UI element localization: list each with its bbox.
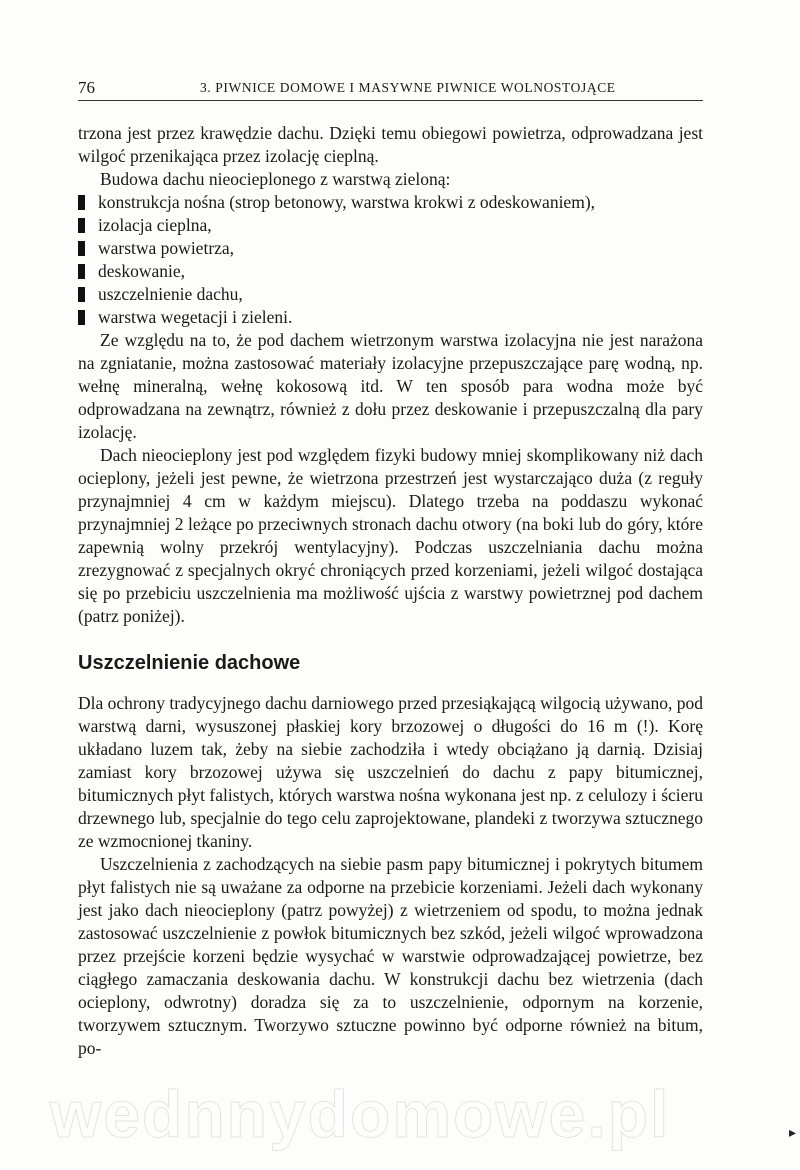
bullet-icon xyxy=(78,287,85,302)
bullet-icon xyxy=(78,264,85,279)
paragraph-1: trzona jest przez krawędzie dachu. Dzięki temu obiegowi powietrza, odprowadzana jest wilgoć przenikająca przez izolację cieplną. xyxy=(78,123,703,166)
list-item-text: warstwa powietrza, xyxy=(98,238,235,258)
paragraph-4: Dla ochrony tradycyjnego dachu darniowego przed przesiąkającą wilgocią używano, pod warstwą darni, wysuszonej płaskiej kory brzozowej o długości do 16 m (!). Korę układano luzem tak, żeby na siebie zachodziła i wtedy obciążano ją darnią. Dzisiaj zamiast kory brzozowej używa się uszczelnień do dachu z papy bitumicznej, bitumicznych płyt falistych, których warstwa nośna wykonana jest np. z celulozy i ścieru drzewnego lub, specjalnie do tego celu zaprojektowane, plandeki z tworzywa sztucznego ze wzmocnionej tkaniny. xyxy=(78,693,703,851)
section-heading: Uszczelnienie dachowe xyxy=(78,652,301,674)
page-number: 76 xyxy=(78,78,95,97)
paragraph-2: Ze względu na to, że pod dachem wietrzonym warstwa izolacyjna nie jest narażona na zgniatanie, można zastosować materiały izolacyjne przepuszczające parę wodną, np. wełnę mineralną, wełnę kokosową itd. W ten sposób para wodna może być odprowadzana na zewnątrz, również z dołu przez deskowanie i przepuszczalną dla pary izolację. xyxy=(78,330,703,442)
layer-list xyxy=(78,191,703,329)
page-body xyxy=(78,122,703,1060)
list-item-text: izolacja cieplna, xyxy=(98,215,212,235)
list-item-text: konstrukcja nośna (strop betonowy, warstwa krokwi z odeskowaniem), xyxy=(98,192,596,212)
list-item xyxy=(78,214,703,237)
list-item-text: deskowanie, xyxy=(98,261,185,281)
running-header: 3. PIWNICE DOMOWE I MASYWNE PIWNICE WOLNOSTOJĄCE xyxy=(200,80,616,95)
list-item-text: warstwa wegetacji i zieleni. xyxy=(98,307,293,327)
paragraph-3: Dach nieocieplony jest pod względem fizyki budowy mniej skomplikowany niż dach ocieplony, jeżeli jest pewne, że wietrzona przestrzeń jest wystarczająco duża (z reguły przynajmniej 4 cm w każdym miejscu). Dlatego trzeba na poddaszu wykonać przynajmniej 2 leżące po przeciwnych stronach dachu otwory (na boki lub do góry, które zapewnią wolny przekrój wentylacyjny). Podczas uszczelniania dachu można zrezygnować z specjalnych okryć chroniących przed korzeniami, jeżeli wilgoć dostająca się po przebiciu uszczelnienia ma możliwość ujścia z warstwy powietrznej pod dachem (patrz poniżej). xyxy=(78,445,703,626)
bullet-icon xyxy=(78,241,85,256)
bullet-icon xyxy=(78,310,85,325)
list-item xyxy=(78,237,703,260)
list-item xyxy=(78,260,703,283)
list-item xyxy=(78,191,703,214)
bullet-icon xyxy=(78,218,85,233)
watermark: wednnydomowe.pl xyxy=(50,1077,671,1151)
bullet-icon xyxy=(78,195,85,210)
paragraph-5: Uszczelnienia z zachodzących na siebie pasm papy bitumicznej i pokrytych bitumem płyt falistych nie są uważane za odporne na przebicie korzeniami. Jeżeli dach wykonany jest jako dach nieocieplony (patrz powyżej) z wietrzeniem od spodu, to można jednak zastosować uszczelnienie z powłok bitumicznych bez szkód, jeżeli wilgoć wprowadzona przez przejście korzeni będzie wysychać w warstwie odprowadzającej powietrze, bez ciągłego zamaczania deskowania dachu. W konstrukcji dachu bez wietrzenia (dach ocieplony, odwrotny) doradza się za to uszczelnienie, odpornym na korzenie, tworzywem sztucznym. Tworzywo sztuczne powinno być odporne również na bitum, po- xyxy=(78,854,703,1058)
list-item xyxy=(78,283,703,306)
corner-mark: ▸ xyxy=(788,1126,796,1141)
header-rule xyxy=(78,100,703,101)
list-intro: Budowa dachu nieocieplonego z warstwą zieloną: xyxy=(100,169,451,189)
list-item-text: uszczelnienie dachu, xyxy=(98,284,243,304)
list-item xyxy=(78,306,703,329)
